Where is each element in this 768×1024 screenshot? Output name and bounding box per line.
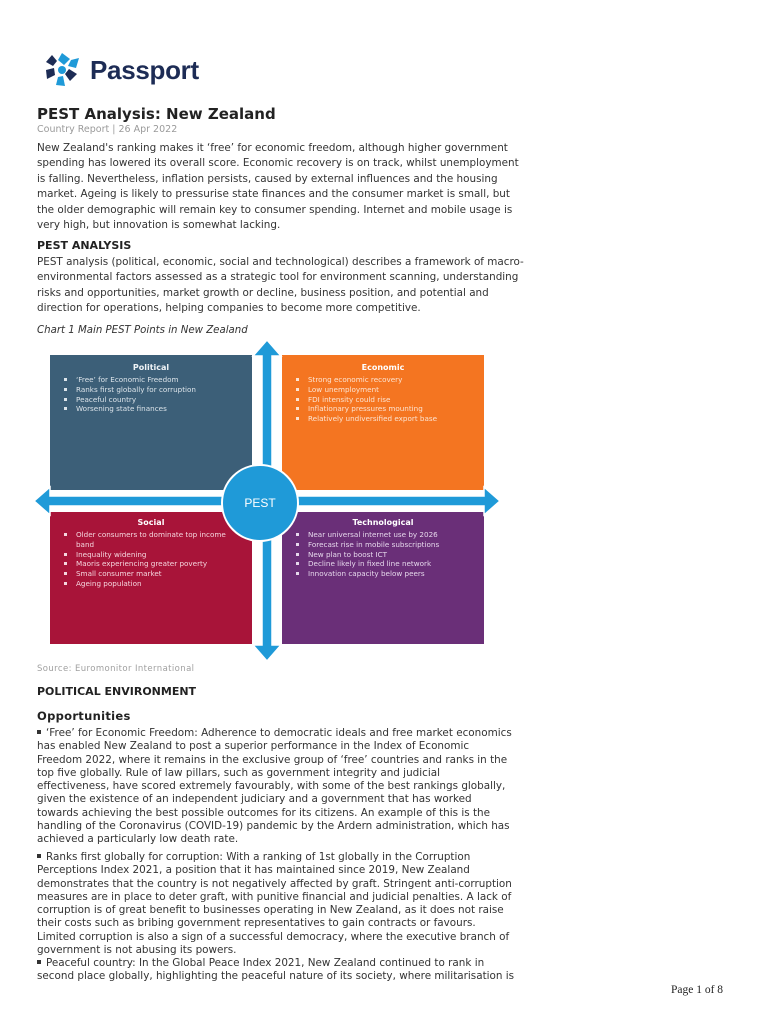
technological-item: Forecast rise in mobile subscriptions xyxy=(294,540,439,550)
social-item-continuation: band xyxy=(76,539,95,549)
body-paragraph: ‘Free’ for Economic Freedom: Adherence to democratic ideals and free market economics has enabled New Zealand to post a superior performance in the Index of Economic Freedom 2022, where it remains in the exclusive group of ‘free’ countries and ranks in the top five globally. Rule of law pillars, such as government integrity and judicial effectiveness, have scored extremely favourably, with some of the best rankings globally, given the existence of an independent judiciary and a government that has worked towards achieving the best possible outcomes for its citizens. An example of this is the handling of the Coronavirus (COVID-19) pandemic by the Ardern administration, which has achieved a particularly low death rate. xyxy=(37,727,512,846)
chart-caption: Chart 1 Main PEST Points in New Zealand xyxy=(37,325,248,336)
political-item: Peaceful country xyxy=(62,395,196,405)
political-item: Ranks first globally for corruption xyxy=(62,385,196,395)
economic-item: Strong economic recovery xyxy=(294,375,437,385)
political-title: Political xyxy=(132,363,170,372)
passport-logo xyxy=(42,50,199,90)
economic-title: Economic xyxy=(361,363,405,372)
intro-paragraph: New Zealand's ranking makes it ‘free’ for economic freedom, although higher government spending has lowered its overall score. Economic recovery is on track, whilst unemployment is falling. Nevertheless, inflation persists, caused by external influences and the housing market. Ageing is likely to pressurise state finances and the consumer market is small, but the older demographic will remain key to consumer spending. Internet and mobile usage is very high, but innovation is somewhat lacking. xyxy=(37,142,519,232)
page-number: Page 1 of 8 xyxy=(671,984,724,996)
social-item: Older consumers to dominate top income xyxy=(62,530,226,540)
economic-item: Inflationary pressures mounting xyxy=(294,404,437,414)
technological-item: Near universal internet use by 2026 xyxy=(294,530,439,540)
body-paragraph: Ranks first globally for corruption: With a ranking of 1st globally in the Corruption Perceptions Index 2021, a position that it has maintained since 2019, New Zealand demonstrates that the country is not negatively affected by graft. Stringent anti-corruption measures are in place to deter graft, with punitive financial and judicial penalties. A lack of corruption is of great benefit to businesses operating in New Zealand, as it does not raise their costs such as bribing government representatives to gain contracts or favours. Limited corruption is also a sign of a successful democracy, where the executive branch of government is not abusing its powers. xyxy=(37,851,512,957)
pest-heading: PEST ANALYSIS xyxy=(37,239,132,252)
technological-item: Decline likely in fixed line network xyxy=(294,559,439,569)
brand-name: Passport xyxy=(90,54,199,85)
report-meta: Country Report | 26 Apr 2022 xyxy=(37,124,178,135)
social-item: Maoris experiencing greater poverty xyxy=(62,559,226,569)
pest-body: PEST analysis (political, economic, social and technological) describes a framework of macro-environmental factors assessed as a strategic tool for environment scanning, understanding risks and opportunities, market growth or decline, business position, and potential and direction for operations, helping companies to become more competitive. xyxy=(37,256,524,315)
technological-item: Innovation capacity below peers xyxy=(294,569,439,579)
social-item: Ageing population xyxy=(62,579,226,589)
square-bullet-icon xyxy=(37,730,41,734)
page-title: PEST Analysis: New Zealand xyxy=(37,105,276,123)
body-paragraph: Peaceful country: In the Global Peace Index 2021, New Zealand continued to rank in second place globally, highlighting the peaceful nature of its society, where militarisation is xyxy=(37,957,515,983)
passport-logo-icon xyxy=(42,50,84,90)
pest-chart xyxy=(32,338,502,663)
opportunities-heading: Opportunities xyxy=(37,709,131,723)
pest-center-label: PEST xyxy=(221,464,299,542)
political-item: ‘Free’ for Economic Freedom xyxy=(62,375,196,385)
technological-title: Technological xyxy=(352,518,414,527)
social-item: Small consumer market xyxy=(62,569,226,579)
social-title: Social xyxy=(137,518,165,527)
political-env-heading: POLITICAL ENVIRONMENT xyxy=(37,685,197,698)
economic-item: FDI intensity could rise xyxy=(294,395,437,405)
chart-source: Source: Euromonitor International xyxy=(37,664,195,674)
political-item: Worsening state finances xyxy=(62,404,196,414)
economic-item: Low unemployment xyxy=(294,385,437,395)
economic-item: Relatively undiversified export base xyxy=(294,414,437,424)
social-item: Inequality widening xyxy=(62,550,226,560)
square-bullet-icon xyxy=(37,854,41,858)
technological-item: New plan to boost ICT xyxy=(294,550,439,560)
square-bullet-icon xyxy=(37,960,41,964)
